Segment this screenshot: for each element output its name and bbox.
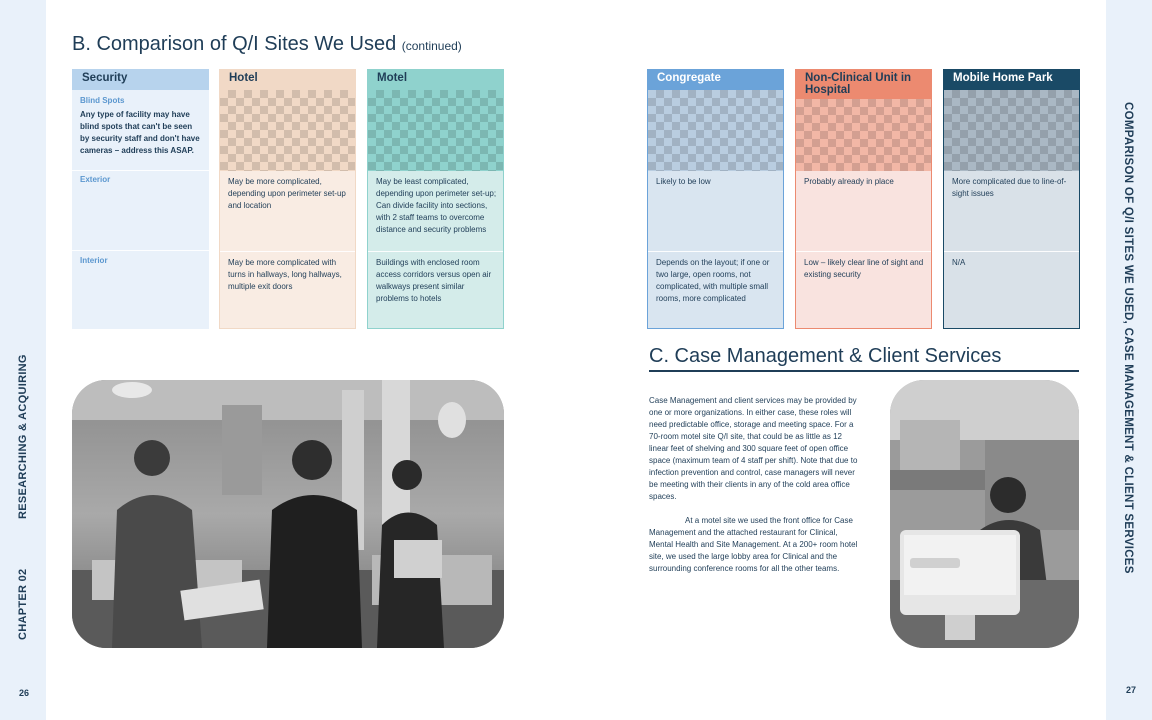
row-divider — [648, 251, 783, 252]
non-clinical-interior: Low – likely clear line of sight and existing security — [804, 258, 924, 279]
section-b-title — [72, 33, 462, 56]
page-number-right: 27 — [1126, 685, 1137, 695]
security-column — [72, 69, 209, 329]
security-header: Security — [72, 69, 209, 90]
blind-spots-label: Blind Spots — [80, 96, 125, 105]
non-clinical-exterior: Probably already in place — [804, 177, 894, 186]
running-title: COMPARISON OF Q/I SITES WE USED, CASE MANAGEMENT & CLIENT SERVICES — [1122, 102, 1134, 574]
chapter-label: CHAPTER 02 — [17, 568, 29, 640]
congregate-interior: Depends on the layout; if one or two large, open rooms, not complicated, with multiple small rooms, more complicated — [656, 258, 770, 303]
motel-interior: Buildings with enclosed room access corridors versus open air walkways present similar problems to hotels — [376, 258, 492, 303]
non-clinical-photo-placeholder — [796, 99, 931, 171]
row-divider — [796, 251, 931, 252]
non-clinical-header: Non-Clinical Unit in Hospital — [795, 69, 932, 99]
row-divider — [220, 251, 355, 252]
interior-label: Interior — [80, 256, 108, 265]
motel-column — [367, 69, 504, 329]
non-clinical-column — [795, 69, 932, 329]
congregate-header: Congregate — [647, 69, 784, 90]
case-manager-photo — [890, 380, 1079, 648]
hotel-photo-placeholder — [220, 90, 355, 171]
section-b-title-suffix: (continued) — [401, 39, 462, 53]
section-c-underline — [649, 370, 1079, 372]
mobile-home-photo-placeholder — [944, 90, 1079, 171]
mobile-home-column — [943, 69, 1080, 329]
exterior-label: Exterior — [80, 175, 111, 184]
section-c-body — [649, 395, 859, 575]
section-b-title-text: B. Comparison of Q/I Sites We Used — [72, 33, 397, 55]
section-label: RESEARCHING & ACQUIRING — [17, 354, 29, 519]
blind-spots-text: Any type of facility may have blind spots that can't be seen by security staff and don't have cameras – address this ASAP. — [80, 110, 200, 155]
mobile-home-exterior: More complicated due to line-of-sight issues — [952, 177, 1067, 198]
row-divider — [368, 251, 503, 252]
congregate-exterior: Likely to be low — [656, 177, 711, 186]
section-c-paragraph-1: Case Management and client services may be provided by one or more organizations. In either case, these roles will need predictable office, storage and meeting space. For a 70-room motel site Q/I site, that could be as little as 12 linear feet of shelving and 300 square feet of open office space (maximum team of 4 staff per shift). Note that due to infection prevention and control, case managers will never be meeting with their clients in any of the cold area office spaces. — [649, 396, 858, 501]
hotel-exterior: May be more complicated, depending upon perimeter set-up and location — [228, 177, 346, 210]
motel-exterior: May be least complicated, depending upon perimeter set-up; Can divide facility into sections, with 2 staff teams to overcome distance and security problems — [376, 177, 497, 234]
congregate-column — [647, 69, 784, 329]
section-c-paragraph-2: At a motel site we used the front office for Case Management and the attached restaurant for Clinical, Mental Health and Site Management. At a 200+ room hotel site, we used the large lobby area for Clinical and the surrounding conference rooms for all the other teams. — [649, 516, 858, 573]
hotel-interior: May be more complicated with turns in hallways, long hallways, multiple exit doors — [228, 258, 342, 291]
staff-meeting-photo — [72, 380, 504, 648]
motel-photo-placeholder — [368, 90, 503, 171]
congregate-photo-placeholder — [648, 90, 783, 171]
row-divider — [944, 251, 1079, 252]
hotel-header: Hotel — [219, 69, 356, 90]
motel-header: Motel — [367, 69, 504, 90]
mobile-home-header: Mobile Home Park — [943, 69, 1080, 90]
page-number-left: 26 — [19, 688, 30, 698]
mobile-home-interior: N/A — [952, 258, 966, 267]
row-divider — [72, 250, 209, 251]
row-divider — [72, 170, 209, 171]
section-c-title: C. Case Management & Client Services — [649, 345, 1002, 367]
hotel-column — [219, 69, 356, 329]
